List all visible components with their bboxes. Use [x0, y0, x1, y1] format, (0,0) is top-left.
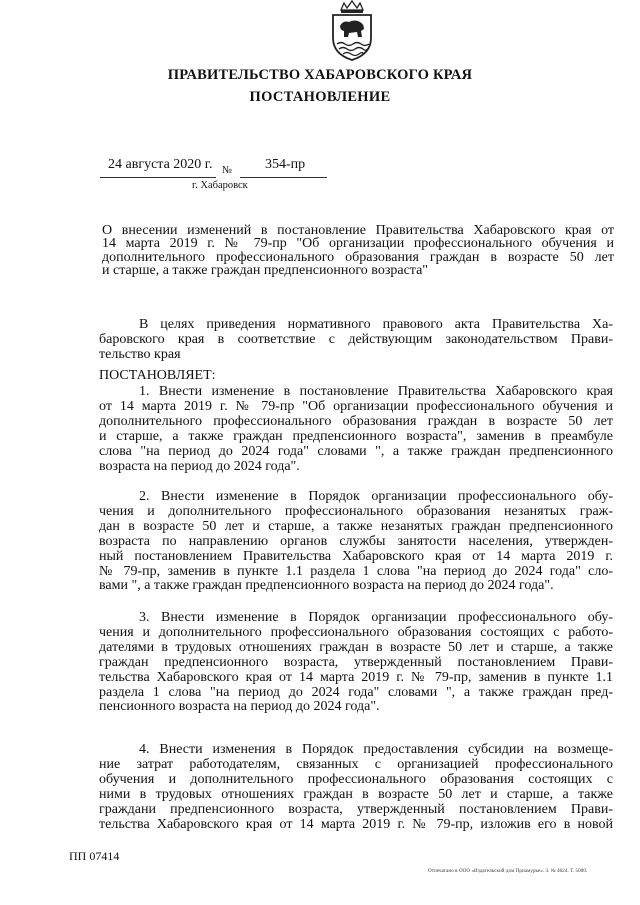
decree-heading [99, 369, 613, 384]
text-line: тельства Хабаровского края от 14 марта 2019 г. № 79-пр, изложив его в новой [99, 816, 613, 832]
subject-line: 14 марта 2019 г. № 79-пр "Об организации профессионального обучения и [102, 236, 614, 252]
document-type: ПОСТАНОВЛЕНИЕ [249, 89, 391, 105]
item-3-paragraph [99, 611, 613, 715]
text-line: и старше, а также граждан предпенсионного возраста", заменив в преамбуле [99, 428, 613, 444]
text-line: раздела 1 слова "на период до 2024 года" словами ", а также граждан пред- [99, 684, 613, 700]
text-line: 3. Внести изменение в Порядок организации профессионального обу- [139, 610, 613, 625]
item-4-paragraph [99, 743, 613, 832]
organization-title: ПРАВИТЕЛЬСТВО ХАБАРОВСКОГО КРАЯ [167, 67, 473, 83]
text-line: тельства Хабаровского края от 14 марта 2019 г. № 79-пр, заменив в пункте 1.1 [99, 669, 613, 685]
text-line: 1. Внести изменение в постановление Правительства Хабаровского края [139, 384, 613, 399]
text-line: дан в возрасте 50 лет и старше, а также незанятых граждан предпенсионного [99, 518, 613, 534]
document-number: 354-пр [265, 157, 306, 172]
text-line: граждан предпенсионного возраста, утвержденный постановлением Прави- [99, 654, 613, 670]
text-line: ними в трудовых отношениях граждан в возрасте 50 лет и старше, а также [99, 786, 613, 802]
number-underline [240, 177, 327, 178]
text-line: возраста по направлению органов службы занятости населения, утвержден- [99, 533, 613, 549]
document-subject [102, 224, 614, 278]
text-line: чения и дополнительного профессионального образования состоящих с работо- [99, 624, 613, 640]
text-line: слова "на период до 2024 года" словами ", а также граждан предпенсионного [99, 443, 613, 459]
text-line: 2. Внести изменение в Порядок организации профессионального обу- [139, 489, 613, 504]
subject-line: О внесении изменений в постановление Правительства Хабаровского края от [102, 223, 614, 238]
text-line: 4. Внести изменения в Порядок предоставления субсидии на возмеще- [139, 742, 613, 757]
document-code: ПП 07414 [69, 849, 120, 863]
text-line: тельство края [99, 346, 181, 362]
text-line: № 79-пр, заменив в пункте 1.1 раздела 1 слова "на период до 2024 года" сло- [99, 563, 613, 579]
text-line: дополнительного профессионального образования граждан в возрасте 50 лет [99, 413, 613, 429]
text-line: возраста на период до 2024 года". [99, 458, 300, 474]
document-city: г. Хабаровск [192, 180, 248, 191]
subject-line: и старше, а также граждан предпенсионного возраста" [102, 263, 428, 279]
text-line: граждани предпенсионного возраста, утвержденный постановлением Прави- [99, 801, 613, 817]
document-date: 24 августа 2020 г. [108, 157, 213, 172]
text-line: чения и дополнительного профессионального образования незанятых граж- [99, 503, 613, 519]
text-line: В целях приведения нормативного правового акта Правительства Ха- [139, 317, 613, 332]
text-line: ние затрат работодателям, связанных с организацией профессионального [99, 756, 613, 772]
text-line: ный постановлением Правительства Хабаровского края от 14 марта 2019 г. [99, 548, 613, 564]
text-line: вами ", а также граждан предпенсионного возраста на период до 2024 года". [99, 578, 554, 594]
text-line: дателями в трудовых отношениях граждан в возрасте 50 лет и старше, а также [99, 639, 613, 655]
number-sign: № [222, 165, 233, 176]
print-note: Отпечатано в ООО «Издательский дом Приамурье». З. № 4624. Т. 5000. [428, 869, 588, 874]
khabarovsk-coat-of-arms-icon [327, 0, 377, 62]
text-line: обучения и дополнительного профессионального образования состоящих с [99, 771, 613, 787]
subject-line: дополнительного профессионального образования граждан в возрасте 50 лет [102, 249, 614, 265]
text-line: от 14 марта 2019 г. № 79-пр "Об организации профессионального обучения и [99, 398, 613, 414]
text-line: баровского края в соответствие с действующим законодательством Прави- [99, 331, 613, 347]
decree-word: ПОСТАНОВЛЯЕТ: [99, 368, 216, 383]
date-underline [100, 177, 216, 178]
intro-paragraph [99, 318, 613, 363]
item-2-paragraph [99, 490, 613, 594]
item-1-paragraph [99, 385, 613, 474]
text-line: пенсионного возраста на период до 2024 года". [99, 699, 380, 715]
